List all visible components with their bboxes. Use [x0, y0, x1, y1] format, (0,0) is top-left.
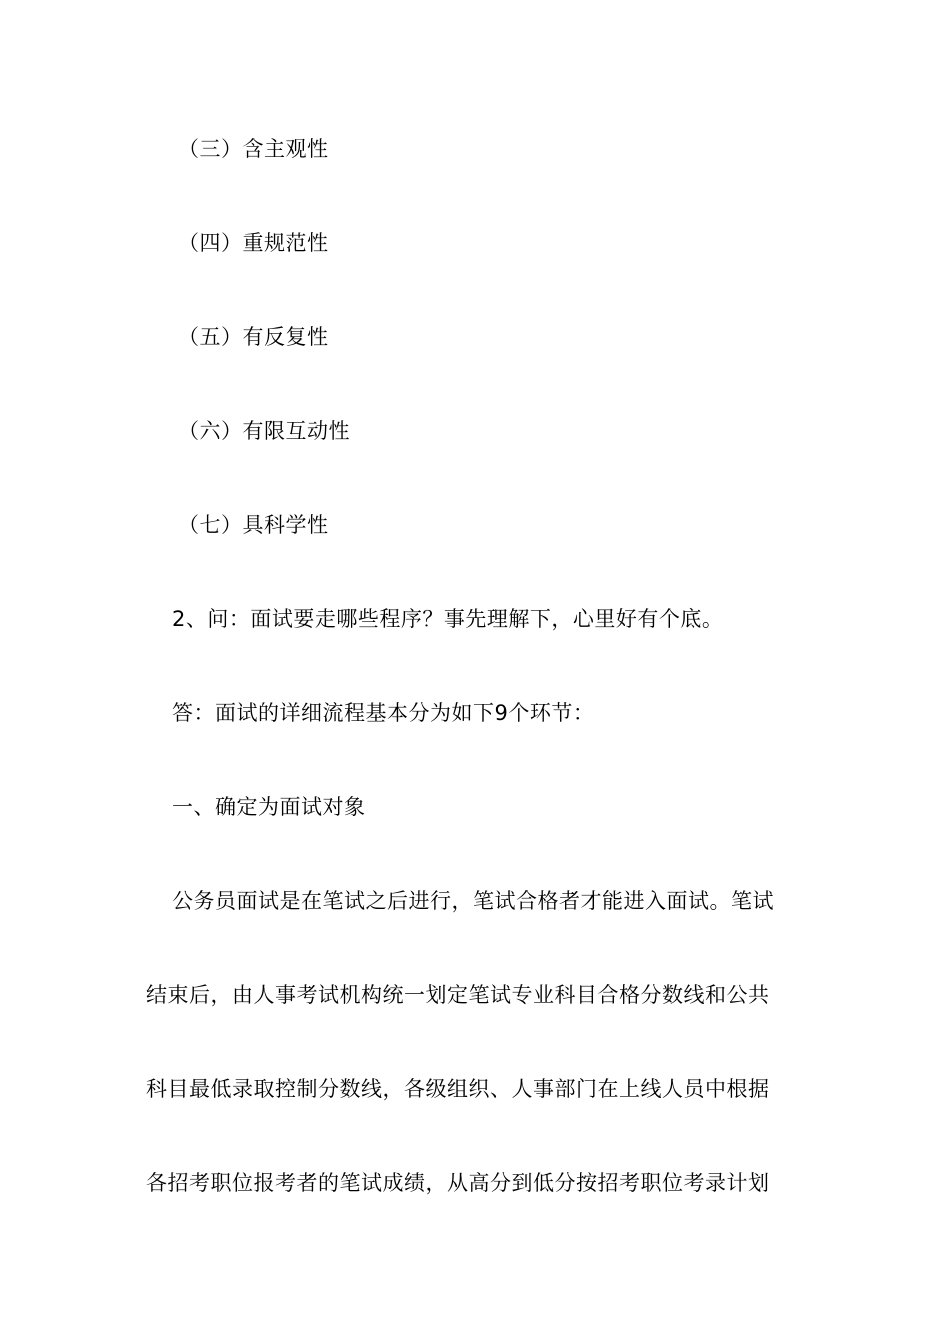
list-item-characteristic-5: （五）有反复性: [178, 325, 329, 349]
question-2: 2、问：面试要走哪些程序？事先理解下，心里好有个底。: [172, 607, 724, 631]
list-item-characteristic-3: （三）含主观性: [178, 137, 329, 161]
paragraph-line-2: 结束后，由人事考试机构统一划定笔试专业科目合格分数线和公共: [146, 983, 770, 1007]
list-item-characteristic-4: （四）重规范性: [178, 231, 329, 255]
list-item-characteristic-6: （六）有限互动性: [178, 419, 350, 443]
paragraph-line-3: 科目最低录取控制分数线，各级组织、人事部门在上线人员中根据: [146, 1077, 770, 1101]
answer-intro: 答：面试的详细流程基本分为如下9个环节：: [172, 701, 595, 725]
paragraph-line-1: 公务员面试是在笔试之后进行，笔试合格者才能进入面试。笔试: [172, 889, 774, 913]
paragraph-line-4: 各招考职位报考者的笔试成绩，从高分到低分按招考职位考录计划: [146, 1171, 770, 1195]
section-heading-1: 一、确定为面试对象: [172, 795, 366, 819]
list-item-characteristic-7: （七）具科学性: [178, 513, 329, 537]
